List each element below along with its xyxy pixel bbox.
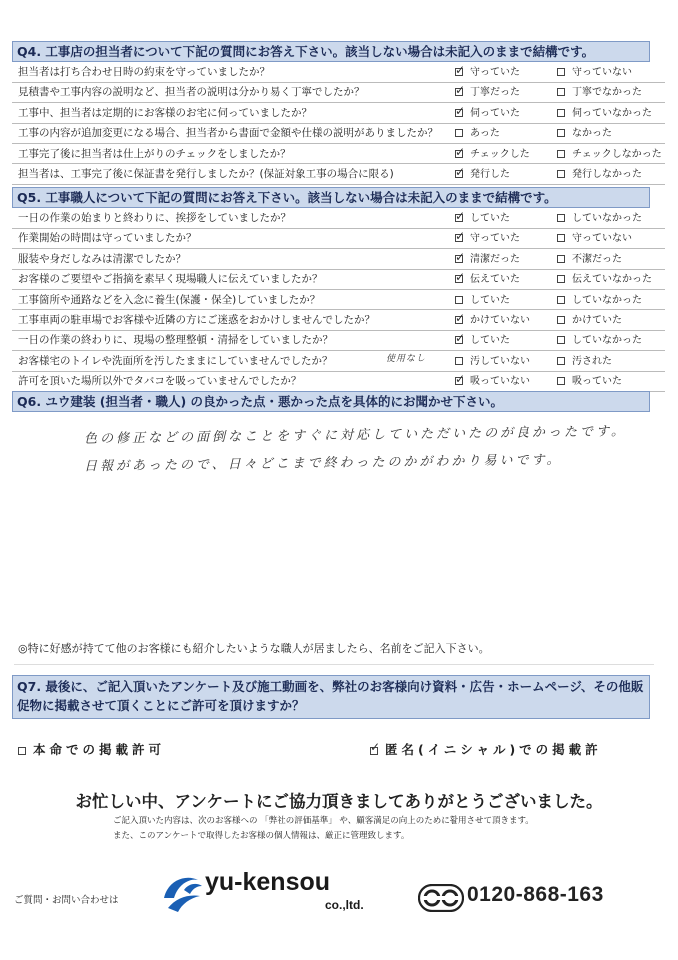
answer-option[interactable]: [455, 209, 510, 228]
question-text: 一日の作業の終わりに、現場の整理整頓・清掃をしていましたか？: [18, 334, 333, 347]
answer-label: 守っていない: [572, 233, 632, 245]
q7-option-anonymous[interactable]: [370, 740, 602, 758]
question-text: 工事中、担当者は定期的にお客様のお宅に伺っていましたか？: [18, 106, 312, 119]
answer-label: 丁寧でなかった: [572, 87, 642, 99]
company-logo-subtext: co.,ltd.: [325, 898, 364, 912]
answer-label: あった: [470, 128, 500, 140]
thanks-message: お忙しい中、アンケートにご協力頂きましてありがとうございました。: [75, 792, 603, 811]
answer-checkbox[interactable]: [455, 275, 463, 283]
answer-option[interactable]: [557, 209, 642, 228]
answer-label: 伺っていた: [470, 107, 520, 119]
answer-checkbox[interactable]: [455, 377, 463, 385]
answer-option[interactable]: [455, 165, 510, 184]
answer-checkbox[interactable]: [557, 377, 565, 385]
q5-question-row: [12, 250, 665, 270]
answer-label: 発行しなかった: [572, 169, 642, 180]
answer-checkbox[interactable]: [557, 109, 565, 117]
answer-checkbox[interactable]: [557, 150, 565, 158]
answer-checkbox[interactable]: [557, 336, 565, 344]
answer-checkbox[interactable]: [455, 316, 463, 324]
answer-label: かけていた: [572, 315, 622, 326]
answer-label: 伝えていた: [470, 274, 520, 286]
answer-label: 守っていた: [470, 67, 520, 78]
answer-checkbox[interactable]: [557, 129, 565, 137]
answer-option[interactable]: [557, 165, 642, 184]
q4-header: Q4. 工事店の担当者について下記の質問にお答え下さい。該当しない場合は未記入のままで結構です。: [12, 41, 650, 62]
privacy-note: また、このアンケートで取得したお客様の個人情報は、厳正に管理致します。: [113, 831, 410, 841]
free-dial-icon: [418, 884, 464, 912]
q6-handwritten-line-1: 色の修正などの面倒なことをすぐに対応していただいたのが良かったです。: [83, 424, 628, 447]
answer-option[interactable]: [557, 372, 622, 391]
question-text: 服装や身だしなみは清潔でしたか？: [18, 252, 186, 265]
answer-label: していなかった: [572, 294, 642, 306]
answer-option[interactable]: [557, 352, 612, 371]
answer-label: 伝えていなかった: [572, 274, 652, 286]
answer-option[interactable]: [455, 104, 520, 123]
answer-checkbox[interactable]: [557, 214, 565, 222]
answer-option[interactable]: [557, 63, 632, 82]
answer-checkbox[interactable]: [455, 234, 463, 242]
q5-question-row: [12, 352, 665, 372]
answer-option[interactable]: [557, 250, 622, 269]
q5-question-row: [12, 372, 665, 392]
answer-checkbox[interactable]: [455, 109, 463, 117]
question-text: 許可を頂いた場所以外でタバコを吸っていませんでしたか？: [18, 375, 302, 388]
answer-label: 伺っていなかった: [572, 107, 652, 119]
question-text: 担当者は打ち合わせ日時の約束を守っていましたか？: [18, 66, 270, 78]
answer-option[interactable]: [455, 229, 520, 248]
answer-label: チェックしなかった: [572, 148, 662, 160]
q4-question-row: [12, 63, 665, 83]
answer-label: 清潔だった: [470, 253, 520, 265]
q4-question-row: [12, 165, 665, 185]
question-text: 工事車両の駐車場でお客様や近隣の方にご迷惑をおかけしませんでしたか？: [18, 314, 375, 326]
answer-option[interactable]: [455, 83, 520, 102]
answer-checkbox[interactable]: [455, 336, 463, 344]
company-logo-text: yu-kensou: [205, 868, 331, 896]
q4-question-row: [12, 104, 665, 124]
question-text: 見積書や工事内容の説明など、担当者の説明は分かり易く丁寧でしたか？: [18, 86, 365, 99]
answer-label: 吸っていた: [572, 376, 622, 388]
q5-question-row: [12, 311, 665, 331]
answer-option[interactable]: [557, 145, 662, 164]
answer-label: チェックした: [470, 148, 530, 160]
answer-option[interactable]: [455, 331, 510, 350]
answer-option[interactable]: [557, 311, 622, 330]
question-text: 工事箇所や通路などを入念に養生(保護・保全)していましたか？: [18, 293, 321, 306]
answer-checkbox[interactable]: [455, 129, 463, 137]
answer-option[interactable]: [557, 124, 612, 143]
answer-option[interactable]: [557, 270, 652, 289]
answer-checkbox[interactable]: [455, 296, 463, 304]
answer-checkbox[interactable]: [557, 170, 565, 178]
answer-option[interactable]: [455, 311, 530, 330]
question-text: 作業開始の時間は守っていましたか？: [18, 232, 197, 245]
answer-checkbox[interactable]: [455, 170, 463, 178]
question-text: 工事完了後に担当者は仕上がりのチェックをしましたか？: [18, 147, 291, 160]
answer-label: なかった: [572, 128, 612, 140]
answer-label: 不潔だった: [572, 253, 622, 265]
answer-checkbox[interactable]: [455, 88, 463, 96]
answer-label: していた: [470, 294, 510, 306]
answer-label: かけていない: [470, 315, 530, 326]
answer-option[interactable]: [557, 291, 642, 310]
q5-question-row: [12, 209, 665, 229]
question-text: 工事の内容が追加変更になる場合、担当者から書面で金額や仕様の説明がありましたか？: [18, 127, 438, 140]
question-text: お客様宅のトイレや洗面所を汚したままにしていませんでしたか？: [18, 354, 333, 367]
q7-option-public[interactable]: [18, 740, 165, 758]
answer-option[interactable]: [455, 124, 500, 143]
q6-header: Q6. ユウ建装 (担当者・職人) の良かった点・悪かった点を具体的にお聞かせ下さい。: [12, 391, 650, 412]
answer-checkbox[interactable]: [557, 68, 565, 76]
answer-checkbox[interactable]: [557, 357, 565, 365]
q7-header: Q7. 最後に、ご記入頂いたアンケート及び施工動画を、弊社のお客様向け資料・広告・ホームページ、その他販促物に掲載させて頂くことにご許可を頂けますか？: [12, 675, 650, 719]
answer-label: していなかった: [572, 213, 642, 224]
answer-option[interactable]: [455, 63, 520, 82]
answer-option[interactable]: [455, 145, 530, 164]
q5-question-row: [12, 291, 665, 311]
answer-checkbox[interactable]: [557, 88, 565, 96]
answer-checkbox[interactable]: [455, 150, 463, 158]
answer-label: していた: [470, 213, 510, 224]
answer-option[interactable]: [557, 83, 642, 102]
q6-handwritten-line-2: 日報があったので、日々どこまで終わったのかがわかり易いです。: [83, 452, 563, 475]
q4-question-row: [12, 124, 665, 144]
answer-option[interactable]: [455, 291, 510, 310]
q4-question-row: [12, 83, 665, 103]
q5-handwritten-note: 使用なし: [385, 353, 427, 365]
answer-label: 丁寧だった: [470, 87, 520, 99]
answer-option[interactable]: [455, 270, 520, 289]
q7-option-anonymous-label: 匿名(イニシャル)での掲載許: [385, 742, 602, 757]
answer-option[interactable]: [455, 352, 530, 371]
answer-checkbox[interactable]: [557, 316, 565, 324]
answer-label: 吸っていない: [470, 376, 530, 388]
question-text: 一日の作業の始まりと終わりに、挨拶をしていましたか？: [18, 212, 291, 224]
answer-checkbox[interactable]: [557, 296, 565, 304]
answer-option[interactable]: [557, 331, 642, 350]
answer-label: 汚していない: [470, 355, 530, 367]
q7-checkbox-public[interactable]: [18, 747, 26, 755]
answer-checkbox[interactable]: [455, 214, 463, 222]
answer-label: 守っていない: [572, 67, 632, 78]
question-text: 担当者は、工事完了後に保証書を発行しましたか？(保証対象工事の場合に限る): [18, 168, 394, 180]
divider: [14, 664, 654, 665]
answer-label: していた: [470, 335, 510, 347]
answer-checkbox[interactable]: [455, 357, 463, 365]
answer-checkbox[interactable]: [557, 255, 565, 263]
answer-label: 発行した: [470, 169, 510, 180]
q5-question-row: [12, 331, 665, 351]
phone-number[interactable]: 0120-868-163: [467, 883, 604, 906]
answer-option[interactable]: [557, 104, 652, 123]
answer-label: 守っていた: [470, 233, 520, 245]
answer-label: していなかった: [572, 335, 642, 347]
contact-label: ご質問・お問い合わせは: [14, 895, 119, 906]
answer-checkbox[interactable]: [557, 234, 565, 242]
answer-label: 汚された: [572, 355, 612, 367]
answer-checkbox[interactable]: [455, 68, 463, 76]
q5-header: Q5. 工事職人について下記の質問にお答え下さい。該当しない場合は未記入のままで結構です。: [12, 187, 650, 208]
staff-recommend-note: ◎特に好感が持てて他のお客様にも紹介したいような職人が居ましたら、名前をご記入下さい。: [18, 642, 490, 655]
answer-checkbox[interactable]: [455, 255, 463, 263]
answer-option[interactable]: [455, 372, 530, 391]
answer-option[interactable]: [455, 250, 520, 269]
q7-checkbox-anonymous[interactable]: [370, 747, 378, 755]
q5-question-row: [12, 270, 665, 290]
usage-note: ご記入頂いた内容は、次のお客様への 「弊社の評価基準」 や、顧客満足の向上のために활用させて頂きます。: [113, 816, 534, 826]
question-text: お客様のご要望やご指摘を素早く現場職人に伝えていましたか？: [18, 273, 323, 286]
answer-option[interactable]: [557, 229, 632, 248]
q7-option-public-label: 本命での掲載許可: [33, 742, 166, 757]
answer-checkbox[interactable]: [557, 275, 565, 283]
q4-question-row: [12, 145, 665, 165]
q5-question-row: [12, 229, 665, 249]
